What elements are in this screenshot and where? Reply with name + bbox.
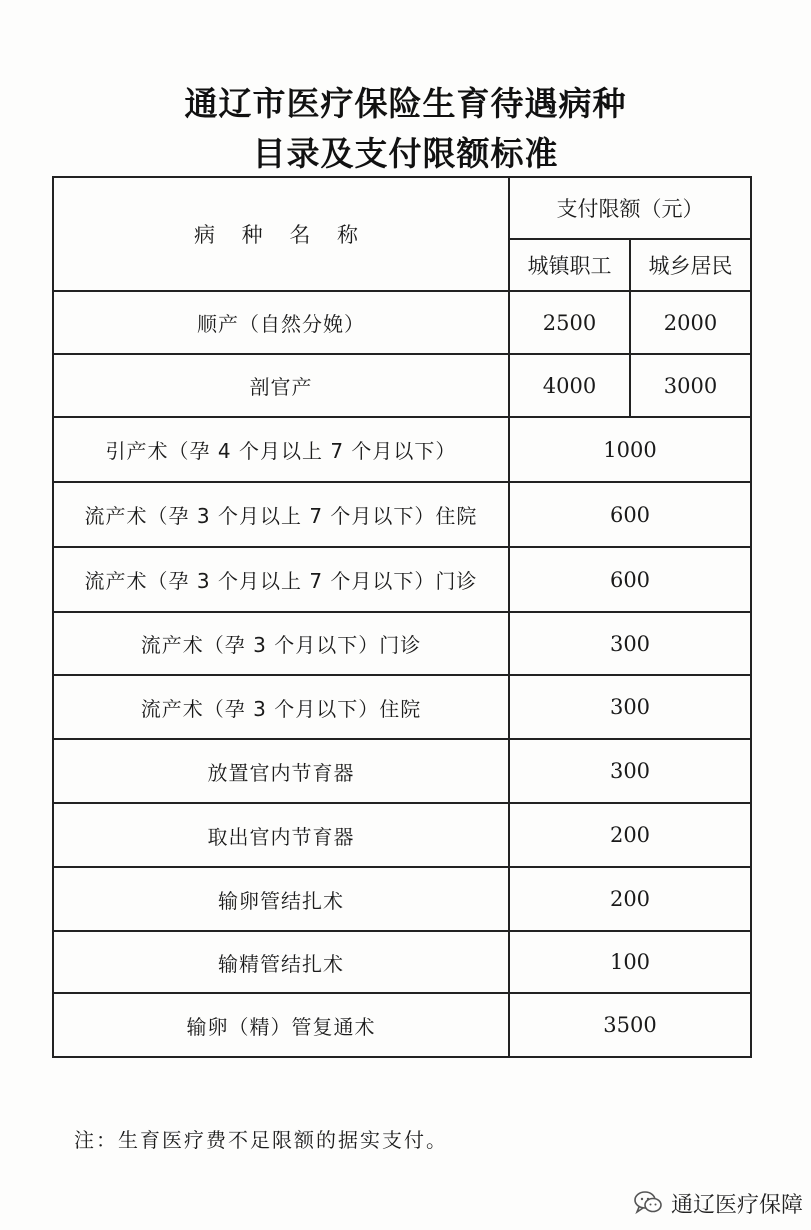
table-row (53, 291, 751, 354)
table-row (53, 612, 751, 675)
wechat-icon (633, 1190, 663, 1216)
footnote: 注：生育医疗费不足限额的据实支付。 (74, 1128, 448, 1152)
table-row (53, 867, 751, 931)
disease-name: 剖官产 (53, 354, 509, 417)
limit-urban-employee: 4000 (509, 354, 630, 417)
table-row (53, 739, 751, 803)
disease-name: 放置官内节育器 (53, 739, 509, 803)
document-title-line2: 目录及支付限额标准 (252, 134, 559, 173)
watermark (633, 1186, 803, 1220)
watermark-text: 通辽医疗保障 (670, 1192, 803, 1218)
limit-urban-rural-resident: 2000 (630, 291, 751, 354)
payment-limit: 200 (509, 803, 751, 867)
limit-urban-employee: 2500 (509, 291, 630, 354)
table-row (53, 482, 751, 547)
header-urban-employee: 城镇职工 (509, 239, 630, 291)
payment-limit: 300 (509, 739, 751, 803)
payment-limit: 1000 (509, 417, 751, 482)
table-row (53, 931, 751, 993)
table-row (53, 354, 751, 417)
disease-name: 输卵管结扎术 (53, 867, 509, 931)
disease-name: 输精管结扎术 (53, 931, 509, 993)
disease-name: 流产术（孕 3 个月以上 7 个月以下）住院 (53, 482, 509, 547)
table-row (53, 993, 751, 1057)
disease-name: 引产术（孕 4 个月以上 7 个月以下） (53, 417, 509, 482)
disease-name: 流产术（孕 3 个月以下）住院 (53, 675, 509, 739)
limit-table (52, 176, 752, 1058)
table-row (53, 417, 751, 482)
disease-name: 取出官内节育器 (53, 803, 509, 867)
table-row (53, 803, 751, 867)
disease-name: 流产术（孕 3 个月以上 7 个月以下）门诊 (53, 547, 509, 612)
header-payment-limit: 支付限额（元） (509, 177, 751, 239)
payment-limit: 600 (509, 547, 751, 612)
document-title-line1: 通辽市医疗保险生育待遇病种 (184, 84, 627, 123)
payment-limit: 300 (509, 612, 751, 675)
payment-limit: 300 (509, 675, 751, 739)
header-urban-rural-resident: 城乡居民 (630, 239, 751, 291)
payment-limit: 200 (509, 867, 751, 931)
limit-urban-rural-resident: 3000 (630, 354, 751, 417)
payment-limit: 600 (509, 482, 751, 547)
table-row (53, 675, 751, 739)
table-row (53, 547, 751, 612)
payment-limit: 3500 (509, 993, 751, 1057)
disease-name: 输卵（精）管复通术 (53, 993, 509, 1057)
payment-limit: 100 (509, 931, 751, 993)
disease-name: 顺产（自然分娩） (53, 291, 509, 354)
header-disease-name: 病 种 名 称 (53, 177, 509, 291)
disease-name: 流产术（孕 3 个月以下）门诊 (53, 612, 509, 675)
